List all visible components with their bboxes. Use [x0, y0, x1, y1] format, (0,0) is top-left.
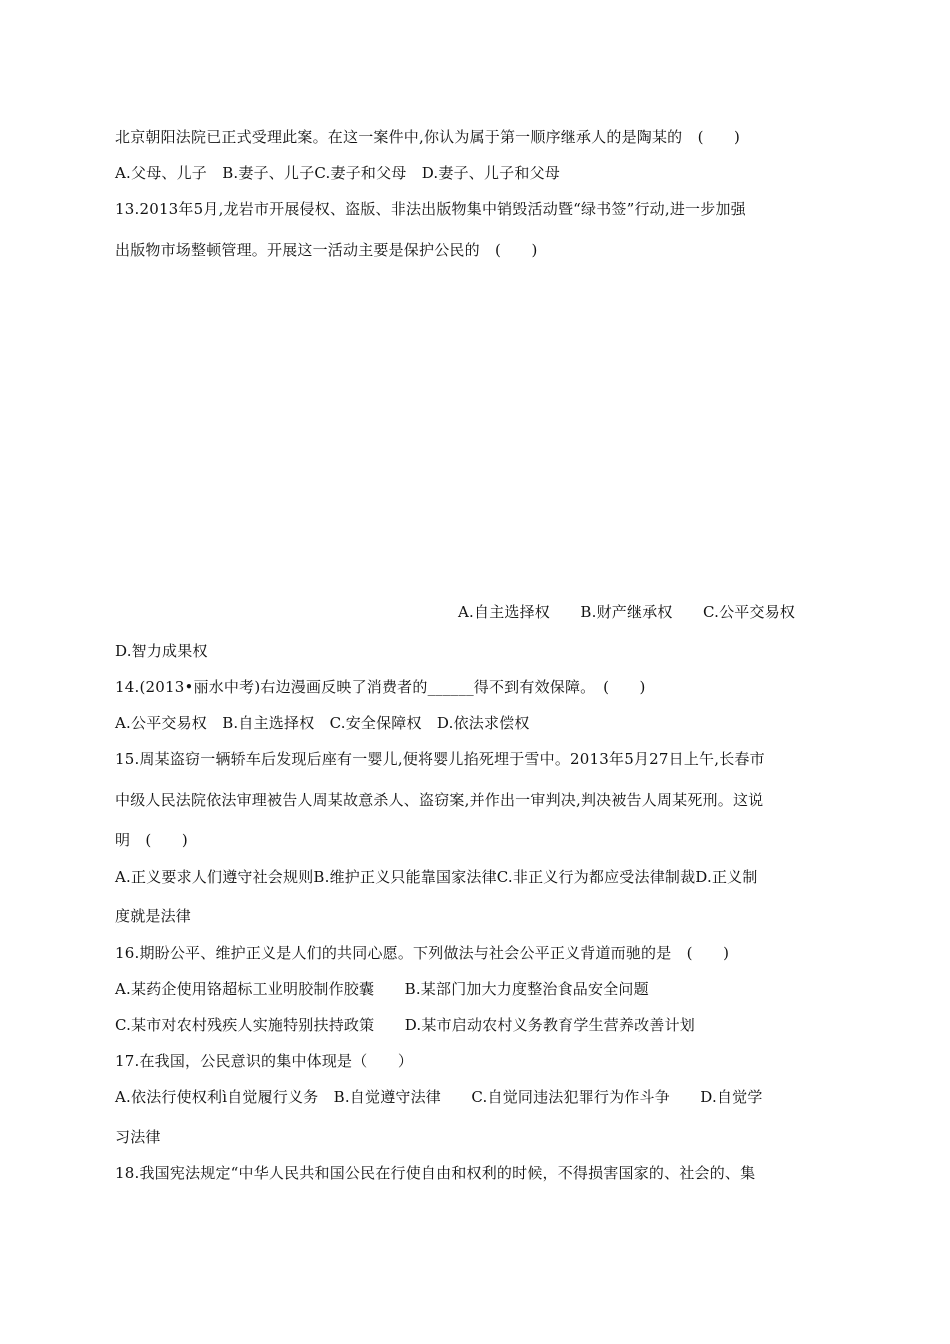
text-line-10: 中级人民法院依法审理被告人周某故意杀人、盗窃案,并作出一审判决,判决被告人周某死刑。这说 — [115, 791, 764, 809]
text-line-16: C.某市对农村残疾人实施特别扶持政策 D.某市启动农村义务教育学生营养改善计划 — [115, 1016, 695, 1034]
text-line-7: 14.(2013•丽水中考)右边漫画反映了消费者的______得不到有效保障。 ( ) — [115, 678, 646, 696]
text-line-11: 明 ( ) — [115, 831, 188, 849]
text-line-17: 17.在我国，公民意识的集中体现是（ ） — [115, 1052, 414, 1070]
text-line-8: A.公平交易权 B.自主选择权 C.安全保障权 D.依法求偿权 — [115, 714, 530, 732]
text-line-1: 北京朝阳法院已正式受理此案。在这一案件中,你认为属于第一顺序继承人的是陶某的 ( ) — [115, 128, 741, 146]
text-line-6: D.智力成果权 — [115, 642, 208, 660]
text-line-19: 习法律 — [115, 1128, 161, 1146]
text-line-12: A.正义要求人们遵守社会规则B.维护正义只能靠国家法律C.非正义行为都应受法律制裁D.正义制 — [115, 868, 758, 886]
text-line-20: 18.我国宪法规定“中华人民共和国公民在行使自由和权利的时候，不得损害国家的、社会的、集 — [115, 1164, 756, 1182]
text-line-2: A.父母、儿子 B.妻子、儿子C.妻子和父母 D.妻子、儿子和父母 — [115, 164, 560, 182]
text-line-13: 度就是法律 — [115, 907, 192, 925]
text-line-3: 13.2013年5月,龙岩市开展侵权、盗版、非法出版物集中销毁活动暨“绿书签”行动,进一步加强 — [115, 200, 746, 218]
text-line-18: A.依法行使权利ì自觉履行义务 B.自觉遵守法律 C.自觉同违法犯罪行为作斗争 D.自觉学 — [115, 1088, 763, 1106]
text-line-9: 15.周某盗窃一辆轿车后发现后座有一婴儿,便将婴儿掐死埋于雪中。2013年5月27日上午,长春市 — [115, 750, 765, 768]
text-line-5: A.自主选择权 B.财产继承权 C.公平交易权 — [458, 603, 796, 621]
text-line-14: 16.期盼公平、维护正义是人们的共同心愿。下列做法与社会公平正义背道而驰的是 ( ) — [115, 944, 730, 962]
text-line-15: A.某药企使用铬超标工业明胶制作胶囊 B.某部门加大力度整治食品安全问题 — [115, 980, 649, 998]
text-line-4: 出版物市场整顿管理。开展这一活动主要是保护公民的 ( ) — [115, 241, 538, 259]
